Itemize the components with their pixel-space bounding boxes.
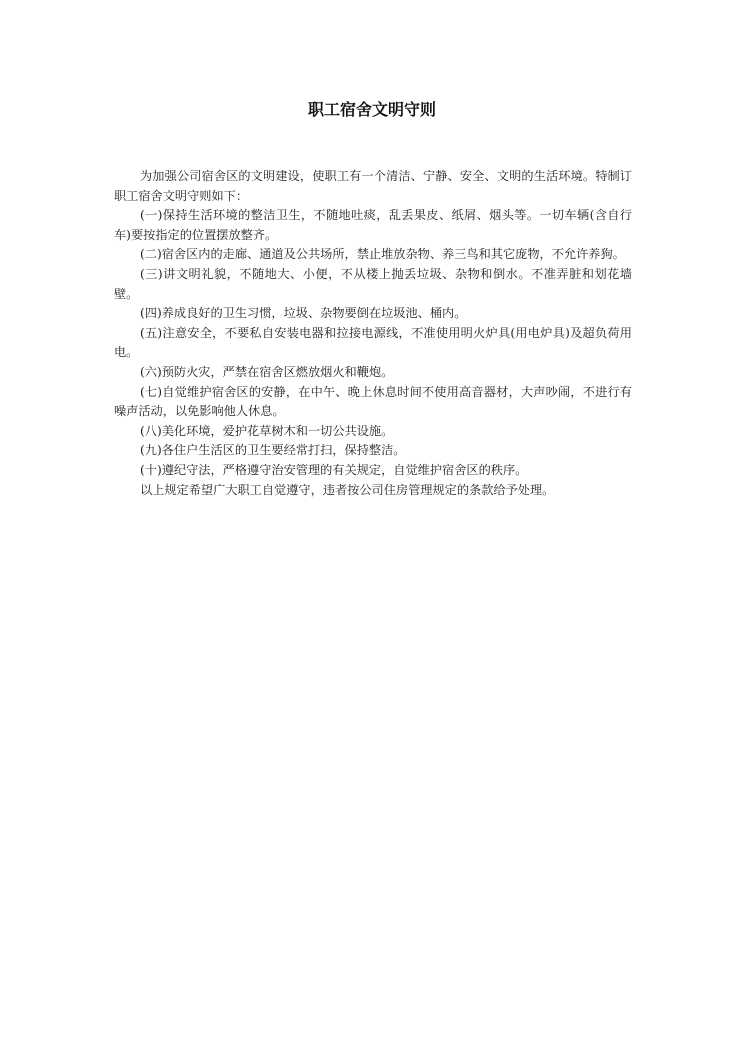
rule-8-paragraph: (八)美化环境，爱护花草树木和一切公共设施。	[140, 423, 394, 438]
closing-paragraph: 以上规定希望广大职工自觉遵守，违者按公司住房管理规定的条款给予处理。	[140, 482, 555, 497]
rule-6-paragraph: (六)预防火灾，严禁在宿舍区燃放烟火和鞭炮。	[140, 364, 394, 379]
intro-paragraph: 为加强公司宿舍区的文明建设，使职工有一个清洁、宁静、安全、文明的生活环境。特制订职工宿舍文明守则如下：	[114, 169, 632, 203]
rule-4-paragraph: (四)养成良好的卫生习惯，垃圾、杂物要倒在垃圾池、桶内。	[140, 306, 467, 321]
document-title: 职工宿舍文明守则	[307, 100, 436, 119]
rule-3-paragraph: (三)讲文明礼貌，不随地大、小便，不从楼上抛丢垃圾、杂物和倒水。不准弄脏和划花墙壁。	[114, 266, 632, 301]
rule-1-paragraph: (一)保持生活环境的整洁卫生，不随地吐痰，乱丢果皮、纸屑、烟头等。一切车辆(含自行车)要按指定的位置摆放整齐。	[114, 208, 632, 242]
rule-7-paragraph: (七)自觉维护宿舍区的安静，在中午、晚上休息时间不使用高音器材，大声吵闹，不进行有噪声活动，以免影响他人休息。	[114, 384, 632, 419]
document-body	[114, 167, 632, 500]
rule-2-paragraph: (二)宿舍区内的走廊、通道及公共场所，禁止堆放杂物、养三鸟和其它庞物，不允许养狗。	[140, 247, 625, 262]
rule-9-paragraph: (九)各住户生活区的卫生要经常打扫，保持整洁。	[140, 443, 406, 458]
rule-5-paragraph: (五)注意安全，不要私自安装电器和拉接电源线，不准使用明火炉具(用电炉具)及超负荷用电。	[114, 325, 632, 360]
rule-10-paragraph: (十)遵纪守法，严格遵守治安管理的有关规定，自觉维护宿舍区的秩序。	[140, 462, 528, 477]
